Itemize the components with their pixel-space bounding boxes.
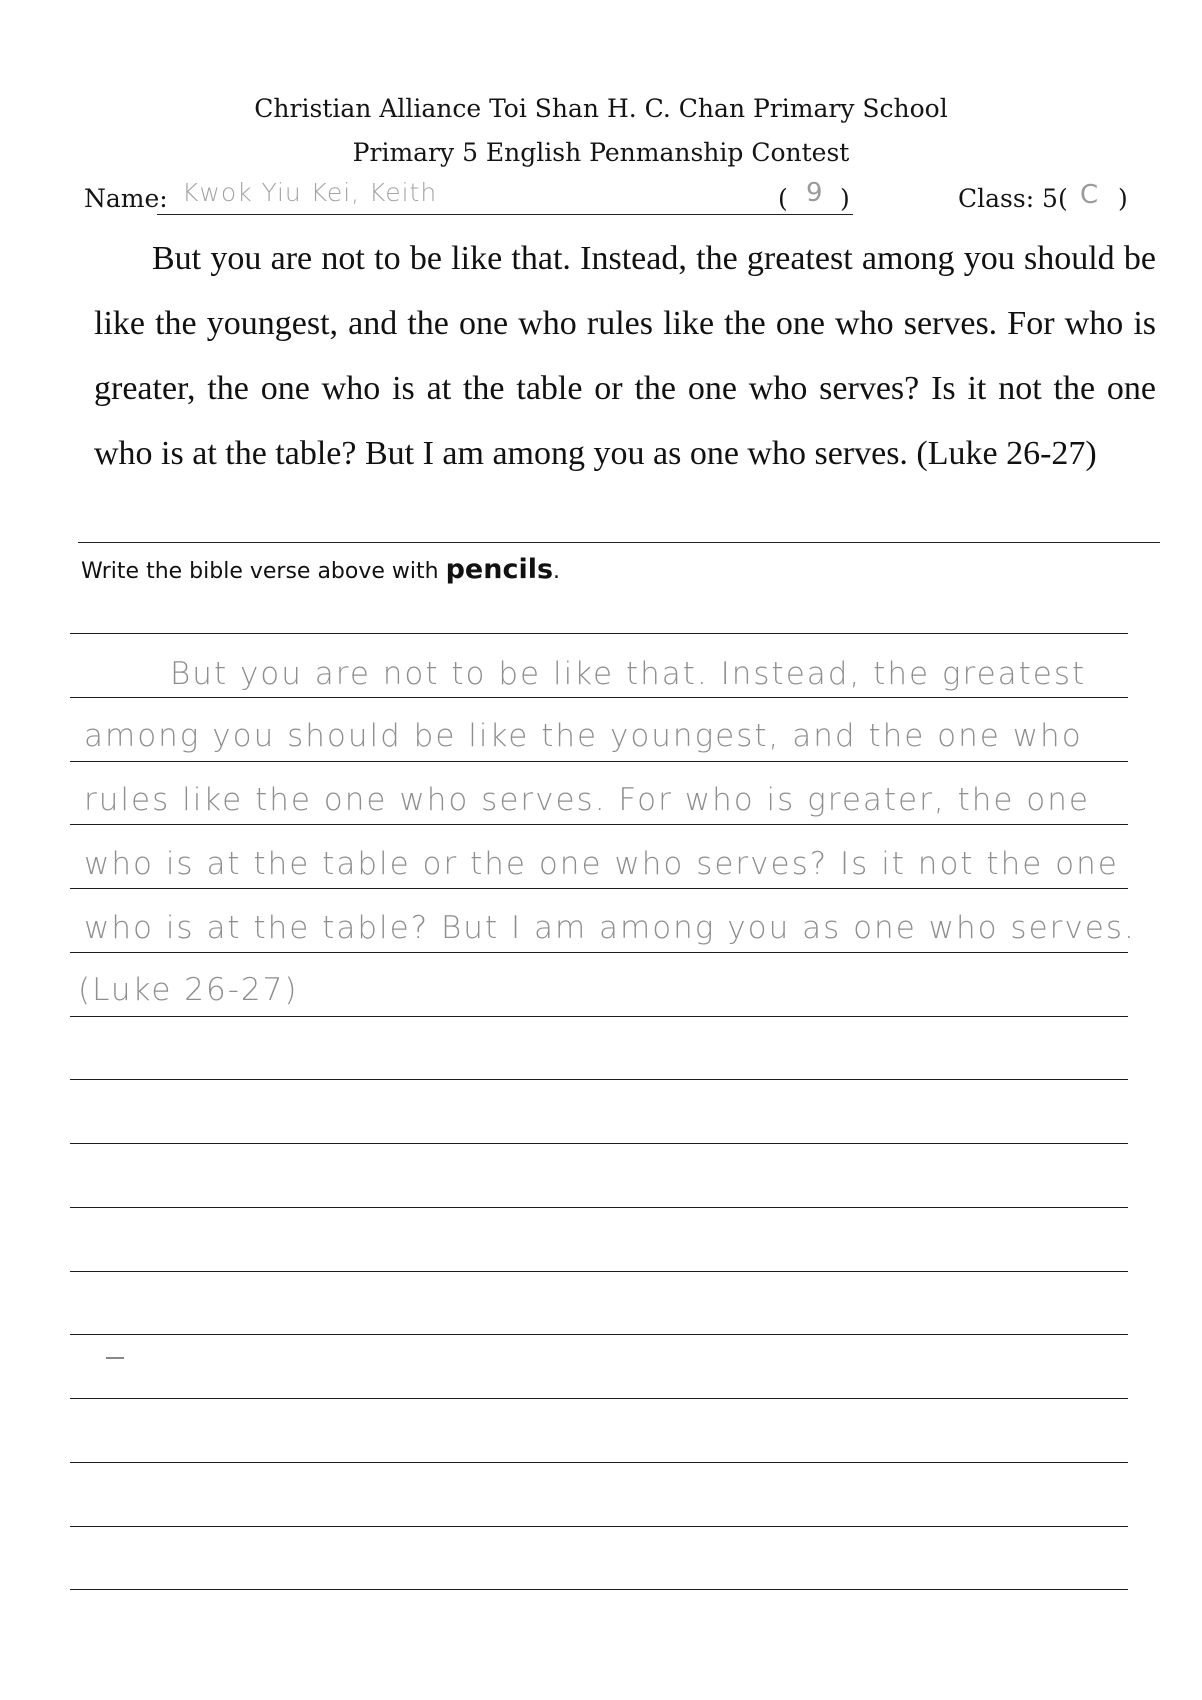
writing-line: [70, 1143, 1128, 1144]
handwritten-line: who is at the table? But I am among you as one who serves.: [84, 910, 1136, 946]
writing-line: [70, 1398, 1128, 1399]
writing-line: [70, 1589, 1128, 1590]
student-info-row: [84, 178, 1144, 214]
writing-line: [70, 952, 1128, 953]
contest-name: Primary 5 English Penmanship Contest: [352, 138, 850, 167]
writing-line: [70, 888, 1128, 889]
handwritten-line: But you are not to be like that. Instead, the greatest: [170, 656, 1087, 692]
writing-line: [70, 1079, 1128, 1080]
instruction-end: .: [553, 559, 561, 584]
name-label: Name:: [84, 184, 168, 213]
instruction: [81, 554, 560, 585]
instruction-text: Write the bible verse above with: [81, 559, 446, 584]
student-name-handwritten: Kwok Yiu Kei, Keith: [182, 178, 438, 207]
writing-line: [70, 633, 1128, 634]
writing-line: [70, 761, 1128, 762]
writing-line: [70, 824, 1128, 825]
bible-verse: But you are not to be like that. Instead, the greatest among you should be like the youngest, and the one who rules like the one who serves. For who is greater, the one who is at the table or the one who serves? Is it not the one who is at the table? But I am among you as one who serves. (Luke 26-27): [94, 240, 1156, 472]
class-close-paren: ): [1118, 184, 1128, 213]
handwritten-line: rules like the one who serves. For who is greater, the one: [84, 782, 1090, 818]
handwritten-line: among you should be like the youngest, and the one who: [84, 718, 1083, 754]
name-underline: [157, 214, 853, 215]
instruction-bold-word: pencils: [445, 554, 554, 585]
writing-line: [70, 1334, 1128, 1335]
handwritten-line: who is at the table or the one who serves? Is it not the one: [84, 846, 1119, 882]
number-open-paren: (: [778, 184, 788, 213]
number-close-paren: ): [840, 184, 850, 213]
pencil-mark: [106, 1357, 124, 1359]
writing-line: [70, 697, 1128, 698]
writing-line: [70, 1526, 1128, 1527]
student-number-handwritten: 9: [806, 178, 823, 208]
writing-line: [70, 1016, 1128, 1017]
writing-line: [70, 1462, 1128, 1463]
writing-line: [70, 1207, 1128, 1208]
class-handwritten: C: [1080, 180, 1099, 210]
class-label: Class: 5(: [958, 184, 1068, 213]
handwritten-line: (Luke 26-27): [78, 972, 299, 1008]
school-name: Christian Alliance Toi Shan H. C. Chan Primary School: [254, 94, 948, 123]
writing-line: [70, 1271, 1128, 1272]
verse-divider: [78, 542, 1160, 543]
